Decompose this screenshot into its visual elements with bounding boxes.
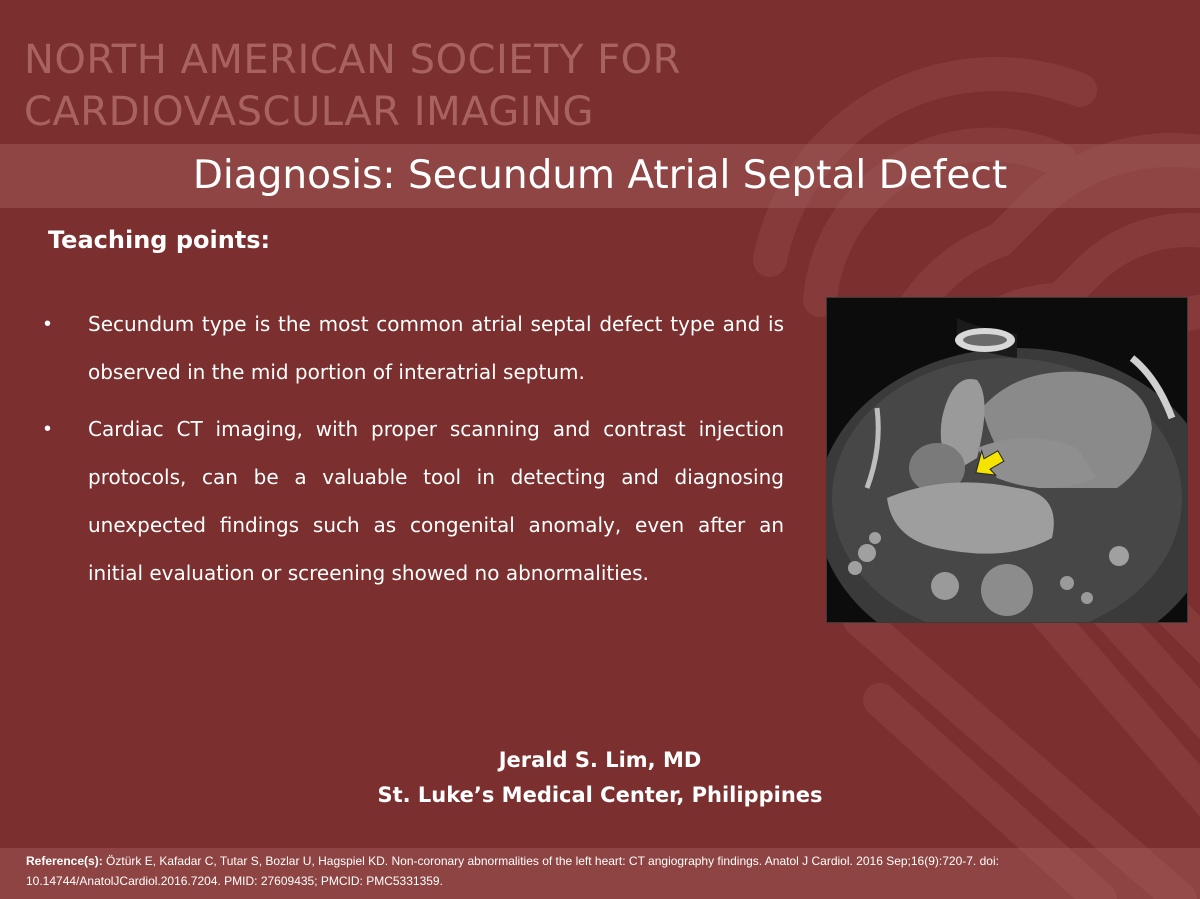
organization-name-line2: CARDIOVASCULAR IMAGING xyxy=(24,89,594,135)
bullet-text: Cardiac CT imaging, with proper scanning and contrast injection protocols, can be a valuable tool in detecting and diagnosing unexpected findings such as congenital anomaly, even after an initial evaluation or screening showed no abnormalities. xyxy=(88,417,784,585)
author-name: Jerald S. Lim, MD xyxy=(498,748,702,772)
author-affiliation: St. Luke’s Medical Center, Philippines xyxy=(377,783,823,807)
list-item xyxy=(44,405,784,597)
organization-name xyxy=(24,34,681,138)
organization-name-line1: NORTH AMERICAN SOCIETY FOR xyxy=(24,37,681,83)
teaching-points-list xyxy=(44,300,784,606)
bullet-icon: • xyxy=(44,313,52,335)
author-block xyxy=(0,744,1200,814)
reference-citation xyxy=(26,851,1176,891)
reference-text: Öztürk E, Kafadar C, Tutar S, Bozlar U, Hagspiel KD. Non-coronary abnormalities of the left heart: CT angiography findings. Anatol J Cardiol. 2016 Sep;16(9):720-7. doi: 10.14744/AnatolJCardiol.2016.7204. PMID: 27609435; PMCID: PMC5331359. xyxy=(26,854,999,888)
bullet-text: Secundum type is the most common atrial septal defect type and is observed in the mid portion of interatrial septum. xyxy=(88,312,784,384)
slide-title: Diagnosis: Secundum Atrial Septal Defect xyxy=(192,153,1008,198)
section-heading: Teaching points: xyxy=(48,226,271,254)
list-item xyxy=(44,300,784,396)
ct-scan-graphic xyxy=(827,298,1187,622)
reference-label: Reference(s): xyxy=(26,854,103,868)
ct-scan-image xyxy=(826,297,1188,623)
bullet-icon: • xyxy=(44,418,52,440)
